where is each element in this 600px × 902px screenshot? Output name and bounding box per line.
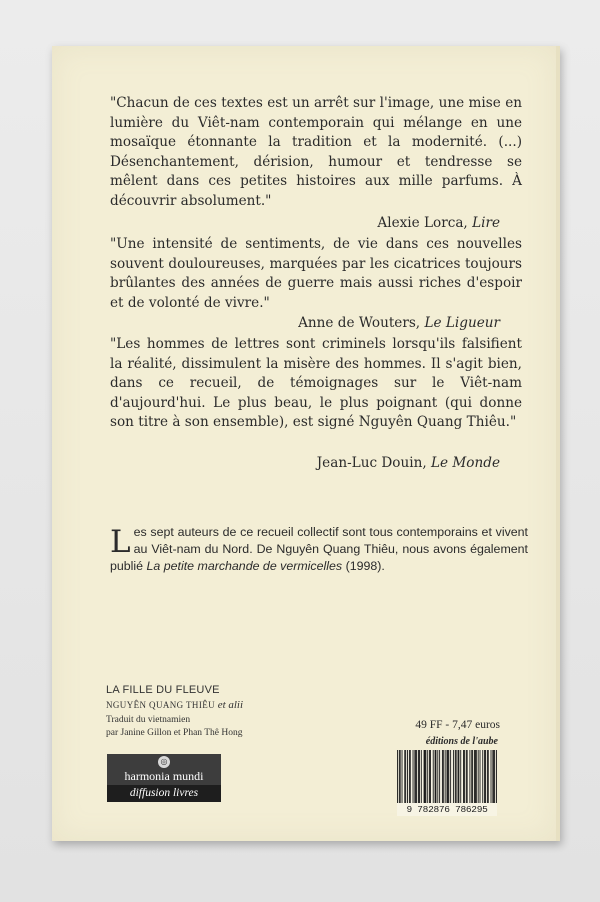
price: 49 FF - 7,47 euros [415, 719, 500, 731]
barcode-bar [427, 750, 428, 803]
press-quote-1: "Chacun de ces textes est un arrêt sur l'image, une mise en lumière du Viêt-nam contemporain qui mélange en une mosaïque étonnante la tradition et la modernité. (...) Désenchantement, dérision, humour et tendresse se mêlent dans ces petites histoires aux mille parfums. À découvrir absolument." [110, 95, 522, 209]
barcode-bar [455, 750, 456, 803]
quote-source: Lire [472, 215, 500, 231]
barcode-bar [466, 750, 467, 803]
barcode-bar [463, 750, 464, 803]
quote-author: Anne de Wouters, [298, 315, 421, 331]
barcode-bar [405, 750, 406, 803]
barcode-bar [419, 750, 420, 803]
distributor-logo [107, 754, 221, 802]
press-quote-2: "Une intensité de sentiments, de vie dans ces nouvelles souvent douloureuses, marquées par les cicatrices toujours brûlantes des années de guerre mais aussi riches d'espoir et de volonté de vivre." [110, 236, 522, 311]
quote-attribution-3 [317, 454, 500, 473]
related-book-title: La petite marchande de vermicelles [146, 559, 343, 573]
publisher-name: éditions de l'aube [425, 736, 498, 747]
barcode-bar [447, 750, 448, 803]
barcode-bar [443, 750, 444, 803]
et-alii: et alii [217, 699, 244, 711]
barcode-bar [488, 750, 489, 803]
barcode-bar [404, 750, 405, 803]
barcode-bars [397, 750, 497, 803]
barcode-bar [407, 750, 408, 803]
press-quote-3: "Les hommes de lettres sont criminels lorsqu'ils falsifient la réalité, dissimulent la misère des hommes. Il s'agit bien, dans ce recueil, de témoignages sur le Viêt-nam d'aujourd'hui. Le plus beau, le plus poignant (qui donne son titre à son ensemble), est signé Nguyên Quang Thiêu." [110, 336, 522, 430]
barcode-bar [425, 750, 426, 803]
isbn-barcode [397, 750, 497, 816]
barcode-bar [484, 750, 485, 803]
barcode-bar [421, 750, 422, 803]
author-name: NGUYÊN QUANG THIÊU [106, 700, 216, 710]
barcode-bar [487, 750, 488, 803]
logo-tagline: diffusion livres [107, 785, 221, 802]
description-text: es sept auteurs de ce recueil collectif sont tous contemporains et vivent au Viêt-nam du Nord. De Nguyên Quang Thiêu, nous avons également publié [110, 525, 528, 573]
colophon [106, 684, 336, 739]
barcode-bar [456, 750, 457, 803]
barcode-bar [414, 750, 415, 803]
barcode-bar [469, 750, 470, 803]
barcode-bar [402, 750, 403, 803]
barcode-bar [474, 750, 475, 803]
barcode-bar [429, 750, 430, 803]
book-back-cover [52, 46, 560, 841]
barcode-bar [447, 750, 448, 803]
barcode-bar [400, 750, 401, 803]
barcode-bar [433, 750, 434, 803]
barcode-bar [418, 750, 419, 803]
quote-attribution-1 [377, 214, 500, 233]
barcode-bar [448, 750, 449, 803]
barcode-bar [472, 750, 473, 803]
barcode-bar [493, 750, 494, 803]
barcode-bar [409, 750, 410, 803]
barcode-bar [464, 750, 465, 803]
barcode-digits: 9 782876 786295 [406, 804, 488, 815]
barcode-bar [425, 750, 426, 803]
barcode-bar [442, 750, 443, 803]
book-title: LA FILLE DU FLEUVE [106, 684, 220, 696]
barcode-bar [416, 750, 417, 803]
barcode-bar [450, 750, 451, 803]
barcode-bar [492, 750, 493, 803]
barcode-bar [471, 750, 472, 803]
quote-source: Le Monde [431, 455, 500, 471]
barcode-bar [410, 750, 411, 803]
barcode-bar [496, 750, 497, 803]
barcode-bar [413, 750, 414, 803]
barcode-bar [480, 750, 481, 803]
barcode-bar [482, 750, 483, 803]
quote-author: Jean-Luc Douin, [316, 455, 427, 471]
barcode-bar [458, 750, 459, 803]
barcode-bar [445, 750, 446, 803]
barcode-bar [430, 750, 431, 803]
translation-note: Traduit du vietnamien [106, 715, 191, 725]
logo-name: harmonia mundi [124, 769, 204, 783]
barcode-bar [467, 750, 468, 803]
barcode-bar [453, 750, 454, 803]
quote-author: Alexie Lorca, [377, 215, 468, 231]
barcode-bar [458, 750, 459, 803]
barcode-bar [399, 750, 400, 803]
barcode-bar [476, 750, 477, 803]
quote-source: Le Ligueur [424, 315, 500, 331]
drop-cap: L [110, 524, 131, 560]
globe-icon: ◎ [158, 756, 170, 768]
barcode-bar [491, 750, 492, 803]
barcode-bar [436, 750, 437, 803]
book-description [110, 524, 528, 575]
barcode-bar [397, 750, 398, 803]
translators: par Janine Gillon et Phan Thê Hong [106, 728, 243, 738]
barcode-bar [439, 750, 440, 803]
description-year: (1998). [342, 559, 385, 573]
barcode-bar [437, 750, 438, 803]
barcode-bar [415, 750, 416, 803]
barcode-bar [424, 750, 425, 803]
barcode-bar [494, 750, 495, 803]
barcode-bar [485, 750, 486, 803]
barcode-bar [460, 750, 461, 803]
quote-attribution-2 [298, 314, 500, 333]
barcode-bar [435, 750, 436, 803]
book-authors [106, 699, 336, 711]
barcode-bar [478, 750, 479, 803]
barcode-bar [475, 750, 476, 803]
